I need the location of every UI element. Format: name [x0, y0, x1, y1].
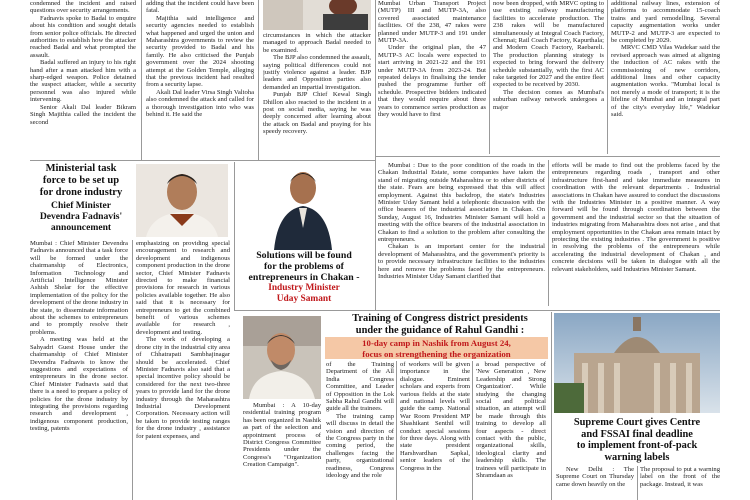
section-rule: [234, 310, 720, 311]
column-rule: [489, 0, 490, 154]
task-force-headline: Ministerial task force to be set up for drone industry: [39, 163, 123, 198]
column-rule: [396, 361, 397, 500]
column-rule: [234, 162, 235, 310]
column-rule: [258, 0, 259, 160]
badal-article-col-1: condemned the incident and raised questions over security arrangements. Fadnavis spoke to Badal to enquire about his condition and sought details from senior police officials. He directed authorities to establish how the attacker reached Badal and what prompted the assault. Badal suffered an injury to his right hand after a man attacked him with a sharp-edged weapon. Police detained the suspect attacker, while a security personnel was also injured while intervening. Senior Akali Dal leader Bikram Singh Majithia called the incident the second: [30, 0, 136, 126]
supreme-court-photo-image: [554, 313, 720, 413]
congress-col-3: of workers will be given importance in the dialogue. Eminent scholars and experts from various fields at the state and national levels will guide the camp. National War Room President MP Shashikant Senthil will conduct special sessions for three days. Along with state president Harshvardhan Sapkal, senior leaders of the Congress in the: [400, 361, 470, 472]
column-rule: [375, 0, 376, 310]
rake-article-col-3: additional railway lines, extension of platforms to accommodate 15-coach trains and yard remodelling. Several capacity augmentation works under MUTP-2 and MUTP-3 are expected to be completed by 2029. MRVC CMD Vilas Wadekar said the revised approach was aimed at aligning the induction of AC rakes with the commissioning of new corridors, additional lines and other capacity augmentation works. "Mumbai local is not merely a mode of transport; it is the lifeline of Mumbai and an integral part of the city's everyday life," Wadekar said.: [611, 0, 720, 119]
rake-article-col-1: Mumbai Urban Transport Project (MUTP) III and MUTP-3A, also covered associated maintenance facilities. Of the 238, 47 rakes were planned under MUTP-3 and 191 under MUTP-3A. Under the original plan, the 47 MUTP-3 AC locals were expected to start arriving in 2021-22 and the 191 under MUTP-3A from 2023-24. But repeated delays in finalising the tender pushed the programme further off schedule. Prospective bidders indicated that they would require about three years to commence series production as they would have to first: [378, 0, 486, 119]
supreme-court-photo: [554, 313, 720, 413]
badal-article-col-2: adding that the incident could have been fatal. Majithia said intelligence and security agencies needed to establish what happened and urged the union and Maharashtra governments to review the security provided to Badal and his family. He also criticised the Punjab government over the 2024 shooting attempt at the Golden Temple, alleging that the previous incident had resulted from a security lapse. Akali Dal leader Virsa Singh Valtoha also condemned the attack and called for a thorough investigation into who was behind it. He said the: [146, 0, 254, 119]
supreme-court-col-2: The proposal to put a warning label on the front of the package. Instead, it was: [640, 466, 720, 488]
column-rule: [141, 0, 142, 160]
column-rule: [132, 240, 133, 500]
fadnavis-photo-image: [136, 164, 228, 237]
supreme-court-headline: Supreme Court gives Centre and FSSAI final deadline to implement front-of-pack warning labels: [573, 417, 701, 463]
section-rule: [30, 160, 375, 161]
congress-col-2: of the Training Department of the All India Congress Committee, and Leader of Opposition in the Lok Sabha Rahul Gandhi will guide all the trainees. The training camp will discuss in detail the vision and direction of the Congress party in the coming period, the challenges facing the party, organizational readiness, Congress ideology and the role: [326, 361, 394, 480]
congress-subhead-band: 10-day camp in Nashik from August 24, focus on strengthening the organization: [325, 337, 548, 359]
uday-samant-photo-image: [268, 164, 338, 250]
congress-col-1: Mumbai : A 10-day residential training program has been organized in Nashik as part of the selection and appointment process of District Congress Committee Presidents under the Congress's "Organization Creation Campaign".: [243, 402, 321, 469]
chakan-col-2: efforts will be made to find out the problems faced by the entrepreneurs regarding roads , transport and other infrastructure first-hand and take immediate measures in coordination with the relevant departments . Industrial associations in Chakan have assured to conduct the discussions with the Industries Minister in a positive manner. A way forward will be found through coordination between the government and the industrial sector so that the situation of industries migrating from Maharashtra does not arise , and that employment opportunities in the Chakan area remain intact by protecting the existing industries . The government is positive in resolving the problems of the entrepreneurs while accelerating the industrial development of Chakan , and concrete decisions will be taken in dialogue with all the relevant stakeholders, said Industries Minister Samant.: [552, 162, 720, 273]
chakan-col-1: Mumbai : Due to the poor condition of the roads in the Chakan Industrial Estate, some companies have taken the stand of migrating outside Maharashtra or to other districts of the state. Fears are being expressed that this will affect employment. Against this backdrop, the state's Industries Minister Uday Samant held a telephonic discussion with the office bearers of the industrial association in Chakan. On Sunday, August 16, Industries Minister Samant will hold a meeting with the office bearers of the industrial association in Chakan to find a solution to the problem after consulting the entrepreneurs. Chakan is an important center for the industrial development of Maharashtra, and the government's priority is to provide necessary infrastructure facilities to the industries here and remove the problems faced by the entrepreneurs. Industries Minister Uday Samant clarified that: [378, 162, 545, 281]
badal-photo: [263, 0, 371, 30]
column-rule: [607, 0, 608, 154]
badal-photo-image: [263, 0, 371, 30]
congress-headline: Training of Congress district presidents under the guidance of Rahul Gandhi :: [352, 313, 528, 336]
rahul-gandhi-photo: [243, 316, 321, 399]
fadnavis-photo: [136, 164, 228, 237]
task-force-col-2: emphasizing on providing special encouragement to research and development and indigenous component production in the drone sector, Chief Minister Fadnavis directed to make financial provisions for research in various policies available together. He also said that it is necessary for entrepreneurs to get the combined benefit of various schemes available for research , development and testing. The work of developing a drone city in the industrial city area of Chhatrapati Sambhajinagar should be accelerated. Chief Minister Fadnavis also said that a special incentive policy should be considered for the next two-three years to provide land for the drone industry through the Maharashtra Industrial Development Corporation. Necessary action will be taken to provide testing ranges for the drone industry , assistance for patent expenses, and: [136, 240, 230, 440]
badal-article-col-3: circumstances in which the attacker managed to approach Badal needed to be examined. The BJP also condemned the assault, saying political differences could not justify violence against a leader. BJP leaders and Opposition parties also demanded an impartial investigation. Punjab BJP Chief Kewal Singh Dhillon also reacted to the incident in a post on social media, saying he was deeply concerned after learning about the attack on Badal and praying for his speedy recovery.: [263, 32, 371, 136]
column-rule: [472, 361, 473, 500]
rake-article-col-2: now been dropped, with MRVC opting to use existing railway manufacturing facilities to accelerate production. The 238 rakes will be manufactured simultaneously at Integral Coach Factory, Chennai; Rail Coach Factory, Kapurthala; and Modern Coach Factory, Raebareli. The production planning strategy is expected to bring forward the delivery schedule substantially, with the first AC rake targeted for 2027 and the entire fleet expected to be received by 2030. The decision comes as Mumbai's suburban railway network undergoes a major: [493, 0, 604, 111]
column-rule: [637, 466, 638, 500]
chakan-headline: Solutions will be found for the problems of entrepreneurs in Chakan -: [248, 250, 360, 283]
section-rule: [375, 156, 720, 157]
task-force-subhead: Chief Minister Devendra Fadnavis' announcement: [39, 200, 123, 233]
task-force-col-1: Mumbai : Chief Minister Devendra Fadnavis announced that a task force will be formed under the chairmanship of Electronics, Information Technology and Artificial Intelligence Minister Ashish Shelar for the effective implementation of the policy for the development of the drone industry in the state, to disseminate information about the schemes to entrepreneurs and to promptly resolve their problems. A meeting was held at the Sahyadri Guest House under the chairmanship of Chief Minister Devendra Fadnavis to know the suggestions and expectations of entrepreneurs in the drone sector. Chief Minister Fadnavis said that there is a need to prepare a policy of policies for the drone industry by integrating the provisions regarding research and development , indigenous component production, testing, patents: [30, 240, 128, 433]
column-rule: [548, 160, 549, 306]
supreme-court-col-1: New Delhi : The Supreme Court on Thursday came down heavily on the: [556, 466, 634, 488]
uday-samant-photo: [268, 164, 338, 250]
column-rule: [551, 312, 552, 500]
rahul-gandhi-photo-image: [243, 316, 321, 399]
congress-col-4: a broad perspective of 'New Generation , New Leadership and Strong Organization'. While studying the changing social and political situation, an attempt will be made through this training to develop all four aspects - direct contact with the public, organizational skills, ideological clarity and leadership skills. The trainees will participate in Shramdaan as: [476, 361, 546, 480]
chakan-subhead: Industry Minister Uday Samant: [268, 283, 340, 304]
